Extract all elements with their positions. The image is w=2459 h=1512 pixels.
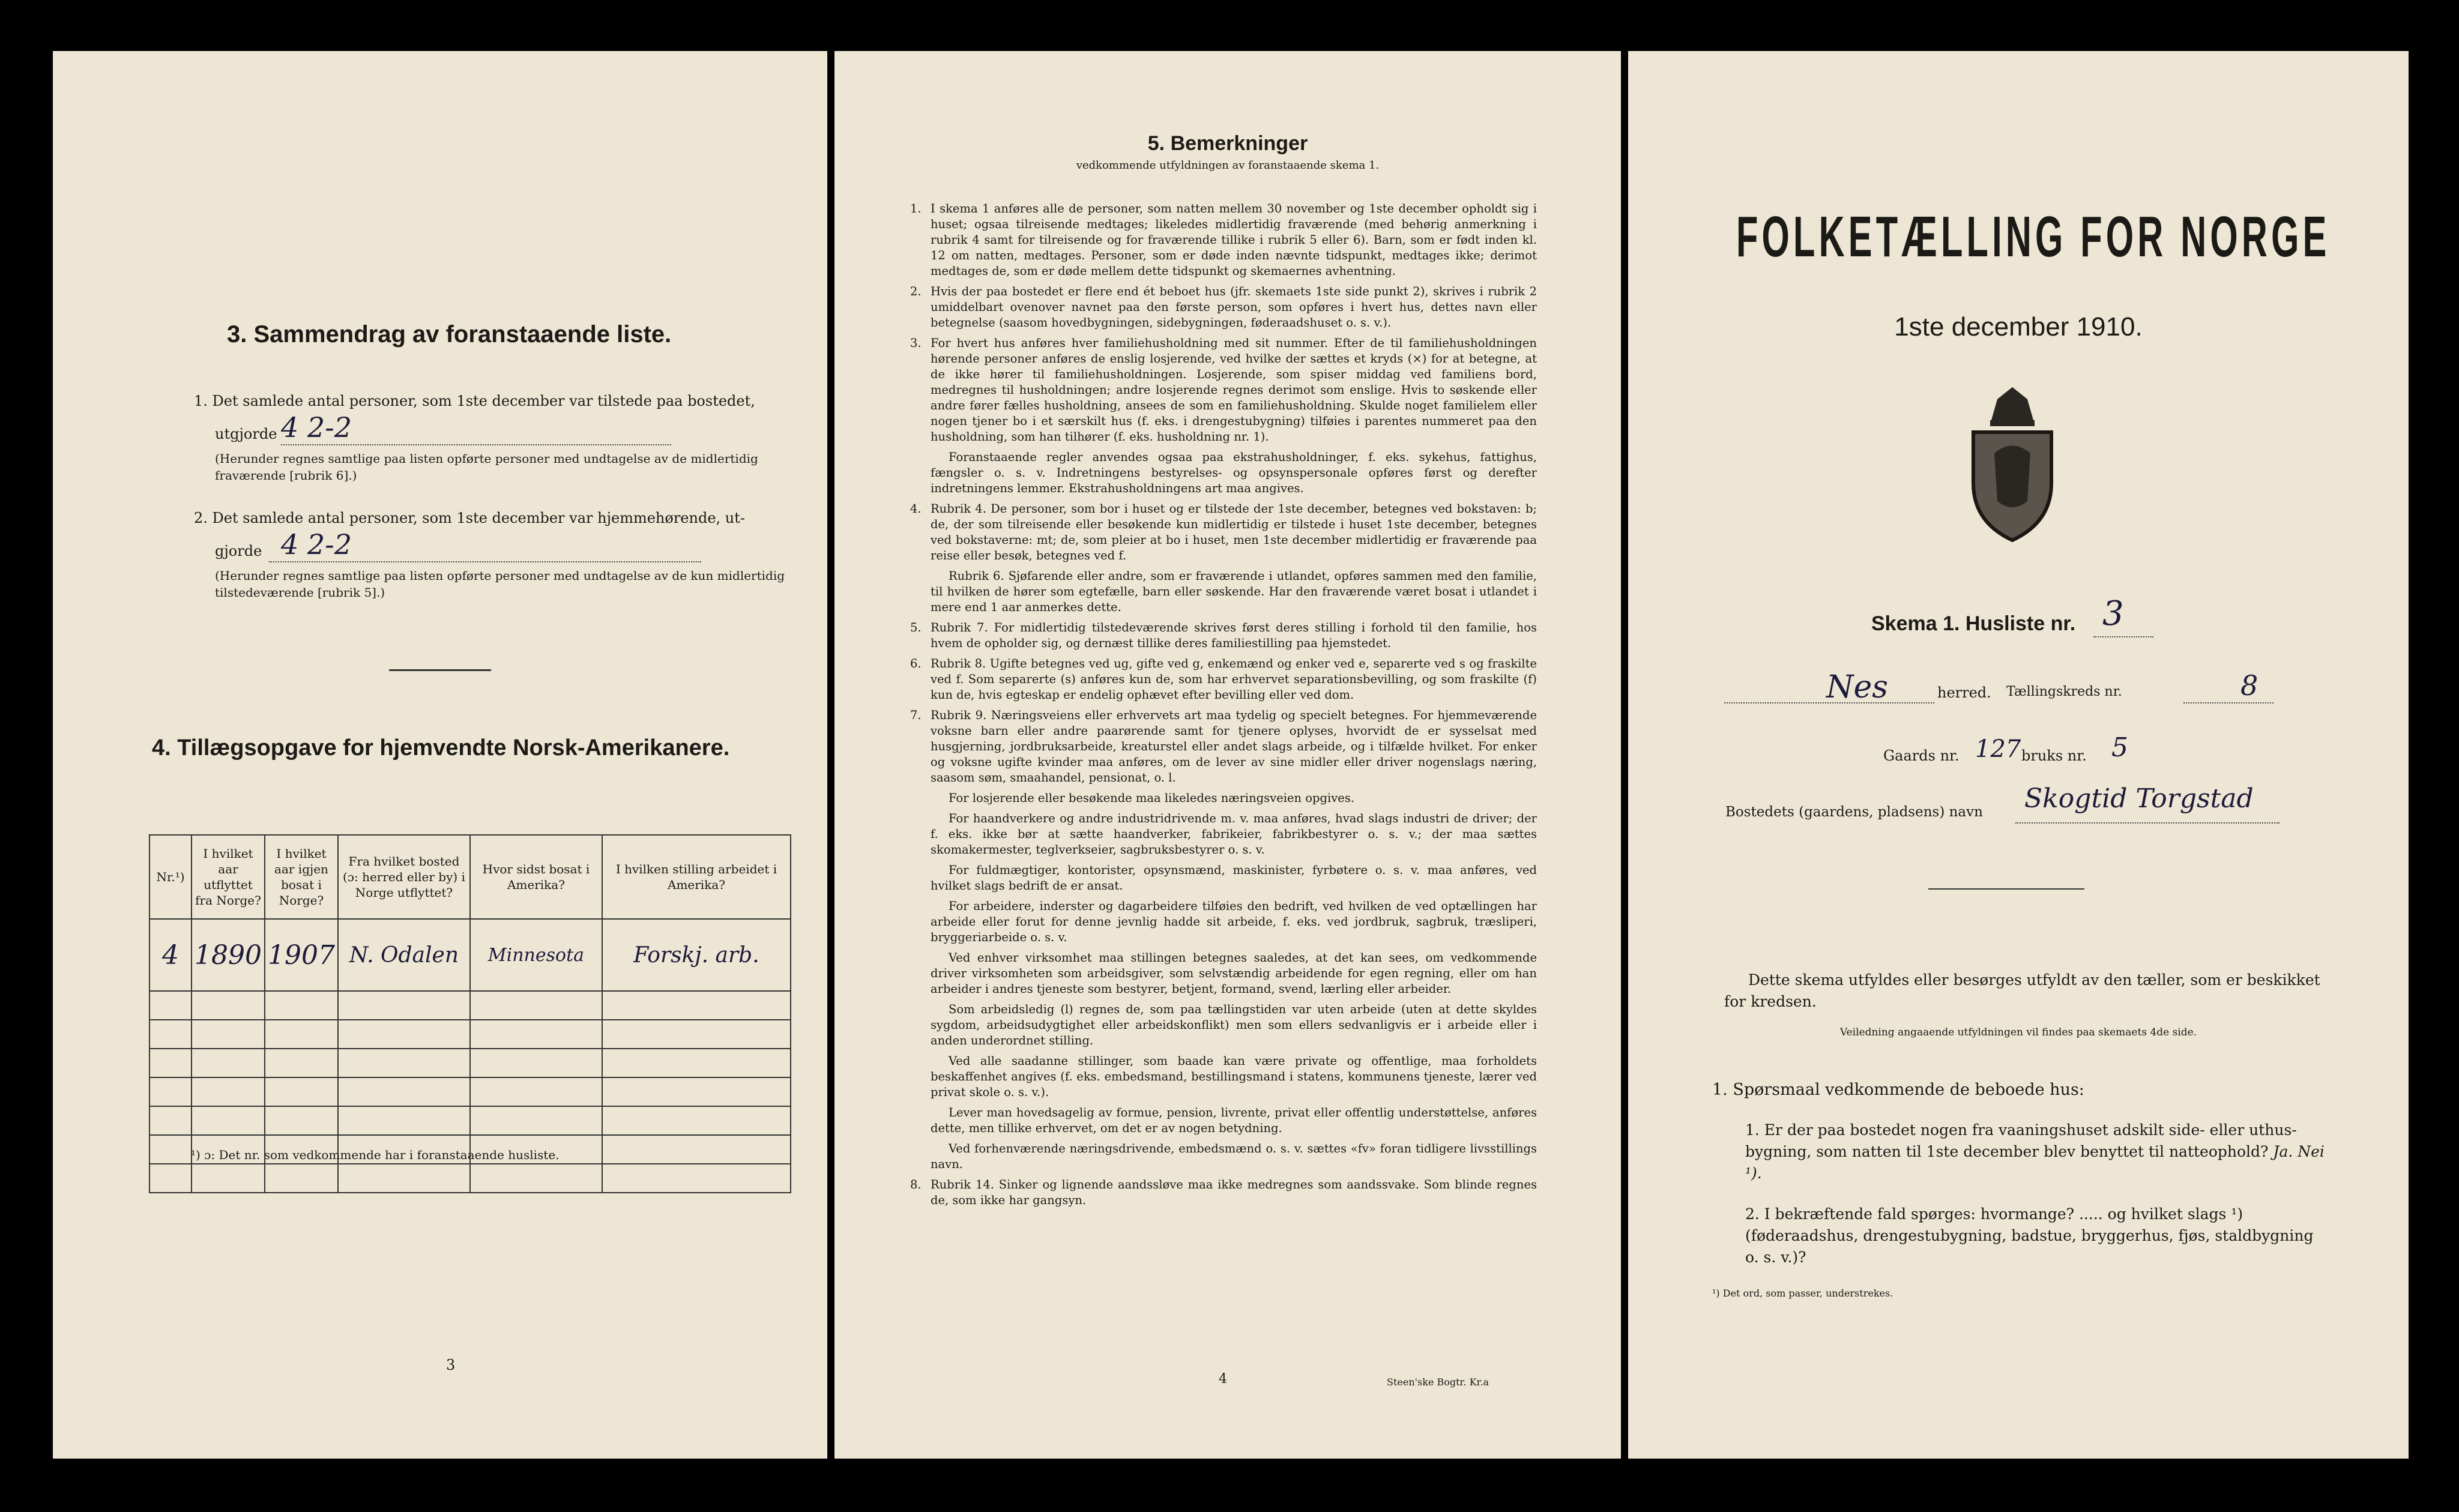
- instruction: Dette skema utfyldes eller besørges utfyldt av den tæller, som er beskikket for kredsen.: [1724, 971, 2320, 1010]
- remark-text: For haandverkere og andre industridrivende m. v. maa anføres, hvad slags industri de driver; der f. eks. ikke bør at sætte haandverker, fabrikeier, fabrikbestyrer o. s. v.; der maa sættes skomakermester, teglverkseier, sagbruksbestyrer o. s. v.: [931, 812, 1537, 857]
- cell-utflyttet: 1890: [192, 919, 265, 991]
- schema-label: Skema 1. Husliste nr.: [1871, 612, 2076, 635]
- remark-text: For arbeidere, inderster og dagarbeidere tilføies den bedrift, ved hvilken de ved optællingen har arbeide eller forut for denne jevnlig hadde sit arbeide, f. eks. ved jordbruk, sagbruk, træsliperi, bryggeriarbeide o. s. v.: [931, 899, 1537, 944]
- cell-stilling: Forskj. arb.: [602, 919, 791, 991]
- remark-paragraph: [931, 1053, 1537, 1100]
- cell-nr: 4: [149, 919, 192, 991]
- table-row: [149, 919, 791, 991]
- remark-paragraph: [910, 620, 1537, 651]
- page-1: [1628, 51, 2409, 1459]
- gaards-label: Gaards nr.: [1883, 747, 1960, 764]
- question-2: 2. I bekræftende fald spørges: hvormange? ..... og hvilket slags ¹) (føderaadshus, drengestubygning, badstue, bryggerhus, fjøs, staldbygning o. s. v.)?: [1745, 1205, 2314, 1266]
- col-stilling: I hvilken stilling arbeidet i Amerika?: [602, 835, 791, 919]
- remark-text: Lever man hovedsagelig av formue, pension, livrente, privat eller offentlig understøttelse, anføres dette, men tillike erhvervet, om det er av nogen betydning.: [931, 1106, 1537, 1135]
- remark-paragraph: [931, 1002, 1537, 1049]
- remark-paragraph: [931, 791, 1537, 806]
- item-1-value: 4 2-2: [281, 411, 352, 444]
- col-bosat: I hvilket aar igjen bosat i Norge?: [265, 835, 338, 919]
- remarks-subtitle: vedkommende utfyldningen av foranstaaende skema 1.: [1076, 159, 1380, 172]
- bosted-line: [2015, 822, 2279, 824]
- remark-text: Ved forhenværende næringsdrivende, embedsmænd o. s. v. sættes «fv» foran tidligere livsstillings navn.: [931, 1142, 1537, 1171]
- remark-paragraph: [910, 284, 1537, 331]
- remark-paragraph: [931, 1105, 1537, 1136]
- remark-number: 4.: [910, 502, 922, 516]
- remark-number: 1.: [910, 202, 922, 215]
- remark-paragraph: [931, 568, 1537, 615]
- cell-amerika: Minnesota: [470, 919, 602, 991]
- remark-text: Rubrik 4. De personer, som bor i huset og er tilstede der 1ste december, betegnes ved bokstaven: b; de, der som tilreisende eller besøkende kun midlertidig er tilstede i huset 1ste december, betegnes ved bokstaverne: mt; de, som pleier at bo i huset, men 1ste december midlertidig er fraværende paa reise eller besøk, betegnes ved f.: [931, 502, 1537, 562]
- item-2-value: 4 2-2: [281, 528, 352, 561]
- item-2-label: gjorde: [215, 543, 262, 559]
- question-title: 1. Spørsmaal vedkommende de beboede hus:: [1712, 1080, 2084, 1099]
- remark-number: 6.: [910, 657, 922, 670]
- page-number-4: 4: [1219, 1372, 1227, 1387]
- remark-number: 2.: [910, 285, 922, 298]
- col-utflyttet: I hvilket aar utflyttet fra Norge?: [192, 835, 265, 919]
- remark-text: Ved enhver virksomhet maa stillingen betegnes saaledes, at det kan sees, om vedkommende driver virksomheten som arbeidsgiver, som selvstændig arbeidende for egen regning, eller om han arbeider i andres tjeneste som bestyrer, betjent, formand, svend, lærling eller arbeider.: [931, 951, 1537, 996]
- col-nr: Nr.¹): [149, 835, 192, 919]
- remark-text: Rubrik 6. Sjøfarende eller andre, som er fraværende i utlandet, opføres sammen med den familie, til hvilken de hører som egtefælle, barn eller søskende. Har den fraværende været bosat i utlandet i mere end 1 aar anmerkes dette.: [931, 569, 1537, 614]
- remark-text: Rubrik 7. For midlertidig tilstedeværende skrives først deres stilling i forhold til den familie, hos hvem de opholder sig, og dernæst tillike deres familiestilling paa hjemstedet.: [931, 621, 1537, 650]
- remark-text: Foranstaaende regler anvendes ogsaa paa ekstrahusholdninger, f. eks. sykehus, fattighus, fængsler o. s. v. Indretningens bestyrelses- og opsynspersonale opføres først og derefter indretningens lemmer. Ekstrahusholdningens art maa angives.: [931, 450, 1537, 495]
- bosted-value: Skogtid Torgstad: [2024, 783, 2254, 814]
- item-2-note: (Herunder regnes samtlige paa listen opførte personer med undtagelse av de kun midlertidig tilstedeværende [rubrik 5].): [215, 568, 785, 600]
- norsk-amerikanere-table: [149, 834, 791, 1193]
- col-bosted: Fra hvilket bosted (ɔ: herred eller by) i Norge utflyttet?: [338, 835, 470, 919]
- cell-bosted: N. Odalen: [338, 919, 470, 991]
- page1-footnote: ¹) Det ord, som passer, understrekes.: [1712, 1288, 1893, 1299]
- bruks-label: bruks nr.: [2021, 747, 2087, 764]
- kreds-label: Tællingskreds nr.: [2006, 684, 2122, 699]
- remark-paragraph: [931, 450, 1537, 496]
- remark-number: 7.: [910, 708, 922, 722]
- husliste-line: [2093, 636, 2153, 637]
- item-1-note: (Herunder regnes samtlige paa listen opførte personer med undtagelse av de midlertidig fraværende [rubrik 6].): [215, 451, 758, 483]
- section-4-title: 4. Tillægsopgave for hjemvendte Norsk-Amerikanere.: [152, 735, 730, 761]
- col-amerika: Hvor sidst bosat i Amerika?: [470, 835, 602, 919]
- remark-text: For hvert hus anføres hver familiehusholdning med sit nummer. Efter de til familiehusholdningen hørende personer anføres de enslig losjerende, ved hvilke der sættes et kryds (×) for at betegne, at de ikke hører til familiehusholdningen. Losjerende, som spiser middag ved familiens bord, medregnes til husholdningen; andre losjerende regnes derimot som enslige. Hvis to søskende eller andre fører fælles husholdning, ansees de som en familiehusholdning. Skulde noget familielem eller nogen tjener bo i et særskilt hus (f. eks. i drengestubygning) tilføies i parentes nummeret paa den husholdning, som han tilhører (f. eks. husholdning nr. 1).: [931, 336, 1537, 444]
- remark-text: Ved alle saadanne stillinger, som baade kan være private og offentlige, maa forholdets beskaffenhet angives (f. eks. embedsmand, bestillingsmand i statens, kommunens tjeneste, lærer ved privat skole o. s. v.).: [931, 1054, 1537, 1099]
- kreds-line: [2183, 702, 2273, 703]
- remark-text: Rubrik 9. Næringsveiens eller erhvervets art maa tydelig og specielt betegnes. For hjemmeværende voksne barn eller andre paarørende samt for tjenere oplyses, hvorvidt de er sysselsat med husgjerning, jordbruksarbeide, kreaturstel eller andet slags arbeide, og i tilfælde hvilket. For enker og voksne ugifte kvinder maa anføres, om de lever av sine midler eller driver nogenslags næring, saasom søm, smaahandel, pensionat, o. l.: [931, 708, 1537, 785]
- herred-value: Nes: [1826, 669, 1888, 705]
- remarks-title: 5. Bemerkninger: [1147, 132, 1308, 155]
- remark-paragraph: [931, 863, 1537, 894]
- remark-paragraph: [910, 1177, 1537, 1208]
- census-date: 1ste december 1910.: [1894, 312, 2143, 342]
- page-4: [834, 51, 1621, 1459]
- remark-paragraph: [931, 899, 1537, 945]
- remarks-body: [910, 201, 1537, 1213]
- remark-number: 8.: [910, 1178, 922, 1191]
- section-3-title: 3. Sammendrag av foranstaaende liste.: [227, 321, 672, 348]
- remark-text: I skema 1 anføres alle de personer, som natten mellem 30 november og 1ste december opholdt sig i huset; ogsaa tilreisende medtages; likeledes midlertidig fraværende (med behørig anmerkning i rubrik 4 samt for tilreisende og for fraværende tillike i rubrik 5 eller 6). Barn, som er født inden kl. 12 om natten, medtages. Personer, som er døde inden nævnte tidspunkt, medtages ikke; derimot medtages de, som er døde mellem dette tidspunkt og skemaernes avhentning.: [931, 202, 1537, 278]
- remark-paragraph: [910, 336, 1537, 445]
- remark-text: Hvis der paa bostedet er flere end ét beboet hus (jfr. skemaets 1ste side punkt 2), skrives i rubrik 2 umiddelbart ovenover navnet paa den første person, som opføres i hvert hus, dettes navn eller betegnelse (saasom hovedbygningen, sidebygningen, føderaadshuset o. s. v.).: [931, 285, 1537, 330]
- remark-paragraph: [910, 656, 1537, 703]
- footnote: ¹) ɔ: Det nr. som vedkommende har i foranstaaende husliste.: [191, 1148, 560, 1162]
- ornament-line: [1928, 888, 2084, 890]
- gaards-value: 127: [1975, 735, 2021, 763]
- item-1-label: utgjorde: [215, 426, 277, 442]
- remark-paragraph: [931, 811, 1537, 858]
- coat-of-arms-icon: [1961, 387, 2063, 543]
- remark-number: 3.: [910, 336, 922, 350]
- remark-paragraph: [910, 501, 1537, 564]
- remark-paragraph: [910, 201, 1537, 279]
- remark-paragraph: [931, 950, 1537, 997]
- cell-bosat: 1907: [265, 919, 338, 991]
- remark-text: Som arbeidsledig (l) regnes de, som paa tællingstiden var uten arbeide (uten at dette skyldes sygdom, arbeidsudygtighet eller arbeidskonflikt) men som ellers sedvanligvis er i arbeide eller i anden underordnet stilling.: [931, 1002, 1537, 1047]
- kreds-value: 8: [2240, 669, 2258, 702]
- herred-label: herred.: [1937, 684, 1991, 701]
- remark-paragraph: [931, 1141, 1537, 1172]
- printer-mark: Steen'ske Bogtr. Kr.a: [1387, 1376, 1489, 1388]
- remark-text: Rubrik 8. Ugifte betegnes ved ug, gifte ved g, enkemænd og enker ved e, separerte ved s og fraskilte ved f. Som separerte (s) anføres kun de, som har erhvervet separationsbevilling, og som fraskilte (f) kun de, hvis egteskap er endelig ophævet efter bevilling eller ved dom.: [931, 657, 1537, 702]
- census-title: FOLKETÆLLING FOR NORGE: [1736, 205, 2331, 269]
- remark-text: Rubrik 14. Sinker og lignende aandssløve maa ikke medregnes som aandssvake. Som blinde regnes de, som ikke har gangsyn.: [931, 1178, 1537, 1207]
- item-2-text: 2. Det samlede antal personer, som 1ste december var hjemmehørende, ut-: [194, 510, 745, 526]
- page-number-3: 3: [446, 1357, 456, 1373]
- instruction-small: Veiledning angaaende utfyldningen vil findes paa skemaets 4de side.: [1839, 1026, 2197, 1038]
- remark-text: For losjerende eller besøkende maa likeledes næringsveien opgives.: [949, 791, 1354, 805]
- remark-number: 5.: [910, 621, 922, 634]
- question-1-text: 1. Er der paa bostedet nogen fra vaaningshuset adskilt side- eller uthus-bygning, som natten til 1ste december blev benyttet til natteophold?: [1745, 1121, 2297, 1160]
- item-1-line: [281, 444, 671, 445]
- question-1-answer: Ja. Nei ¹).: [1745, 1143, 2325, 1182]
- page-3: [53, 51, 827, 1459]
- husliste-nr: 3: [2102, 594, 2124, 633]
- divider: [389, 669, 491, 671]
- question-1: [1745, 1119, 2328, 1184]
- bruks-value: 5: [2111, 732, 2128, 763]
- remark-text: For fuldmægtiger, kontorister, opsynsmænd, maskinister, fyrbøtere o. s. v. maa anføres, ved hvilket slags bedrift de er ansat.: [931, 863, 1537, 893]
- item-1-text: 1. Det samlede antal personer, som 1ste december var tilstede paa bostedet,: [194, 393, 755, 409]
- remark-paragraph: [910, 708, 1537, 786]
- bosted-label: Bostedets (gaardens, pladsens) navn: [1725, 804, 1983, 820]
- item-2-line: [269, 561, 701, 562]
